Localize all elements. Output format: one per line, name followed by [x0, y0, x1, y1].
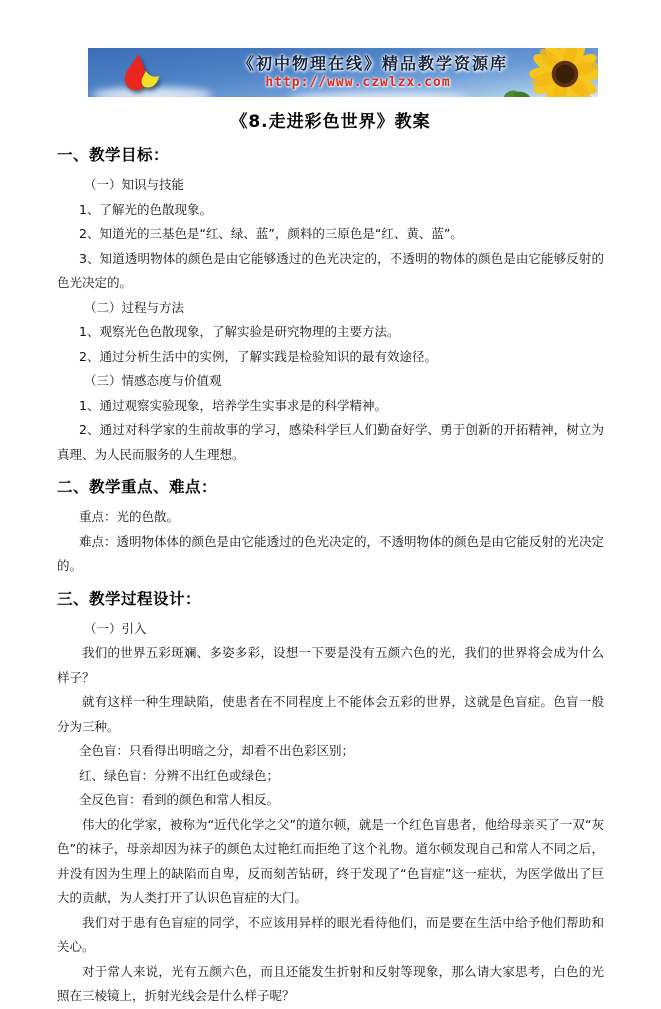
section-heading: 一、教学目标：: [57, 146, 170, 164]
document-body: [0, 140, 661, 1009]
banner-site-url[interactable]: http://www.czwlzx.com: [265, 75, 451, 90]
doc-paragraph: 3、知道透明物体的颜色是由它能够透过的色光决定的，不透明的物体的颜色是由它能够反射的色光决定的。: [57, 250, 604, 290]
doc-paragraph: 全色盲：只看得出明暗之分，却看不出色彩区别；: [79, 743, 355, 758]
doc-paragraph: 难点：透明物体体的颜色是由它能透过的色光决定的，不透明物体的颜色是由它能反射的光决定的。: [57, 533, 605, 573]
doc-paragraph: 2、通过对科学家的生前故事的学习，感染科学巨人们勤奋好学、勇于创新的开拓精神，树立为真理、为人民而服务的人生理想。: [57, 422, 604, 462]
banner-site-title: 《初中物理在线》精品教学资源库: [237, 54, 508, 73]
doc-paragraph: 重点：光的色散。: [79, 509, 180, 524]
section-heading: 二、教学重点、难点：: [57, 478, 218, 496]
doc-paragraph: 红、绿色盲：分辨不出红色或绿色；: [79, 767, 280, 783]
doc-paragraph: 2、知道光的三基色是“红、绿、蓝”，颜料的三原色是“红、黄、蓝”。: [79, 226, 463, 241]
doc-paragraph: 1、观察光色色散现象，了解实验是研究物理的主要方法。: [79, 324, 400, 339]
site-banner-image: [88, 48, 598, 97]
doc-paragraph: 我们的世界五彩斑斓、多姿多彩，设想一下要是没有五颜六色的光，我们的世界将会成为什么样子？: [57, 645, 604, 685]
doc-paragraph: 就有这样一种生理缺陷，使患者在不同程度上不能体会五彩的世界，这就是色盲症。色盲一般分为三种。: [57, 694, 604, 734]
doc-paragraph: 我们对于患有色盲症的同学，不应该用异样的眼光看待他们，而是要在生活中给予他们帮助和关心。: [57, 914, 604, 954]
cloud-decoration: [288, 91, 468, 97]
doc-paragraph: 1、了解光的色散现象。: [79, 201, 212, 217]
doc-paragraph: （二）过程与方法: [84, 299, 185, 315]
doc-paragraph: （三）情感态度与价值观: [84, 373, 222, 388]
site-logo-flame-icon: [116, 53, 164, 93]
doc-paragraph: 全反色盲：看到的颜色和常人相反。: [79, 792, 280, 807]
doc-paragraph: （一）引入: [84, 620, 147, 636]
page-title: 《8.走进彩色世界》教案: [230, 112, 431, 132]
sunflower-icon: [526, 48, 598, 97]
doc-paragraph: 2、通过分析生活中的实例，了解实践是检验知识的最有效途径。: [79, 348, 437, 364]
section-heading: 三、教学过程设计：: [57, 589, 202, 608]
doc-paragraph: 1、通过观察实验现象，培养学生实事求是的科学精神。: [79, 397, 387, 413]
doc-paragraph: 对于常人来说，光有五颜六色，而且还能发生折射和反射等现象，那么请大家思考，白色的光照在三棱镜上，折射光线会是什么样子呢？: [57, 963, 604, 1003]
doc-paragraph: （一）知识与技能: [84, 177, 185, 192]
doc-paragraph: 伟大的化学家，被称为“近代化学之父”的道尔顿，就是一个红色盲患者，他给母亲买了一双“灰色”的袜子，母亲却因为袜子的颜色太过艳红而拒绝了这个礼物。道尔顿发现自己和常人不同之后，并没有因为生理上的缺陷而自卑，反而刻苦钻研，终于发现了“色盲症”这一症状，为医学做出了巨大的贡献，为人类打开了认识色盲症的大门。: [57, 816, 604, 905]
